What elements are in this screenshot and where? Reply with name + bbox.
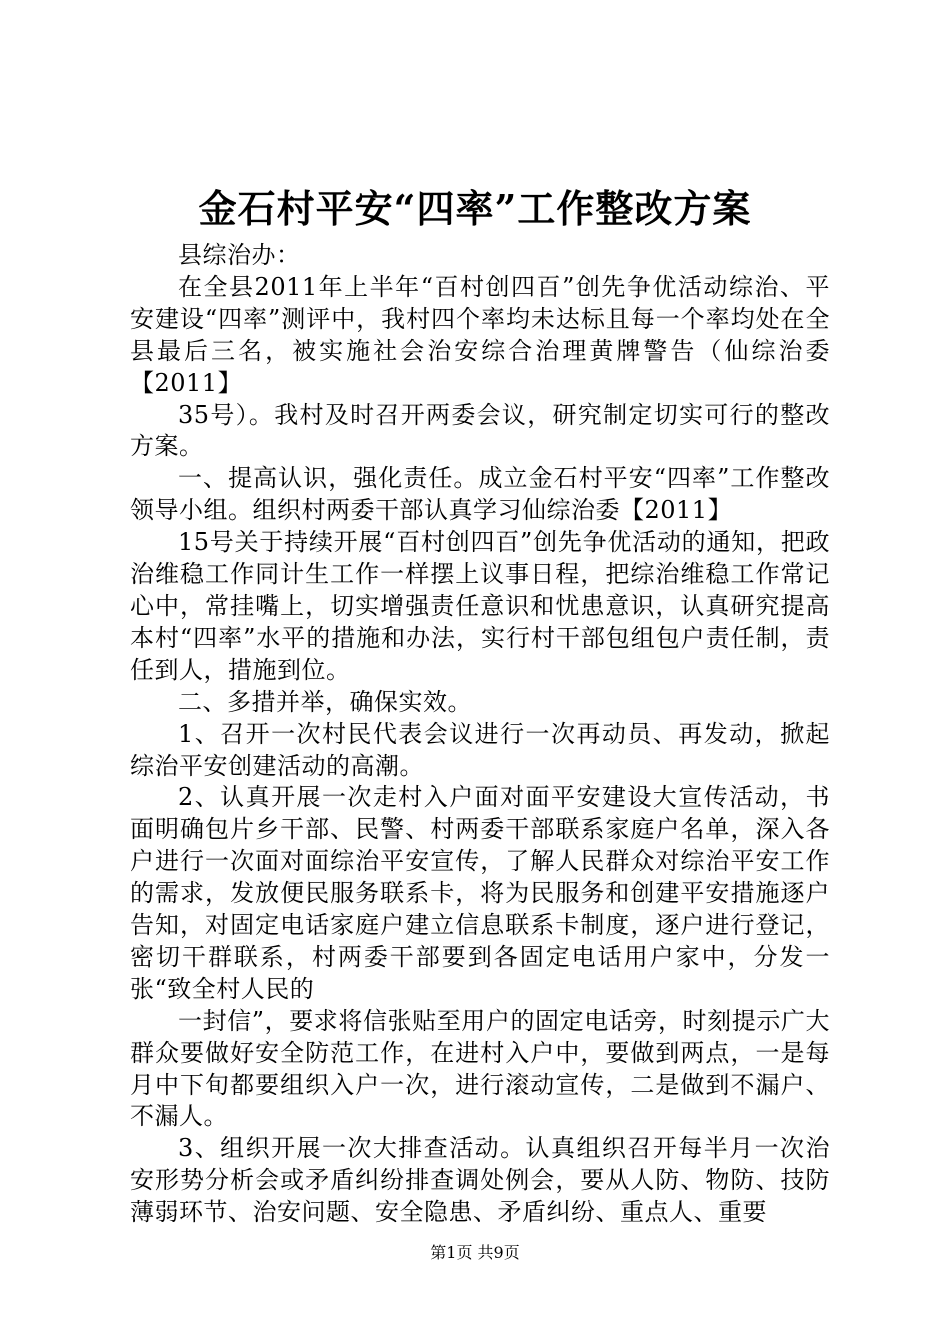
list-item: 3、组织开展一次大排查活动。认真组织召开每半月一次治安形势分析会或矛盾纠纷排查调处例会，要从人防、物防、技防薄弱环节、治安问题、安全隐患、矛盾纠纷、重点人、重要 [130,1134,830,1227]
section-heading-paragraph: 一、提高认识，强化责任。成立金石村平安“四率”工作整改领导小组。组织村两委干部认真学习仙综治委【2011】 [130,464,830,525]
paragraph: 在全县2011年上半年“百村创四百”创先争优活动综治、平安建设“四率”测评中，我村四个率均未达标且每一个率均处在全县最后三名，被实施社会治安综合治理黄牌警告（仙综治委【2011】 [130,272,830,397]
paragraph: 35号）。我村及时召开两委会议，研究制定切实可行的整改方案。 [130,400,830,461]
page-footer: 第1页 共9页 [430,1243,520,1262]
list-item: 1、召开一次村民代表会议进行一次再动员、再发动，掀起综治平安创建活动的高潮。 [130,719,830,780]
document-body [130,240,830,1229]
section-heading: 二、多措并举，确保实效。 [178,687,472,716]
paragraph: 15号关于持续开展“百村创四百”创先争优活动的通知，把政治维稳工作同计生工作一样摆上议事日程，把综治维稳工作常记心中，常挂嘴上，切实增强责任意识和忧患意识，认真研究提高本村“四率”水平的措施和办法，实行村干部包组包户责任制，责任到人，措施到位。 [130,528,830,684]
salutation: 县综治办： [178,241,301,269]
paragraph: 一封信”，要求将信张贴至用户的固定电话旁，时刻提示广大群众要做好安全防范工作，在进村入户中，要做到两点，一是每月中下旬都要组织入户一次，进行滚动宣传，二是做到不漏户、不漏人。 [130,1006,830,1131]
list-item: 2、认真开展一次走村入户面对面平安建设大宣传活动，书面明确包片乡干部、民警、村两委干部联系家庭户名单，深入各户进行一次面对面综治平安宣传，了解人民群众对综治平安工作的需求，发放便民服务联系卡，将为民服务和创建平安措施逐户告知，对固定电话家庭户建立信息联系卡制度，逐户进行登记，密切干群联系，村两委干部要到各固定电话用户家中，分发一张“致全村人民的 [130,783,830,1003]
document-title: 金石村平安“四率”工作整改方案 [198,186,752,231]
